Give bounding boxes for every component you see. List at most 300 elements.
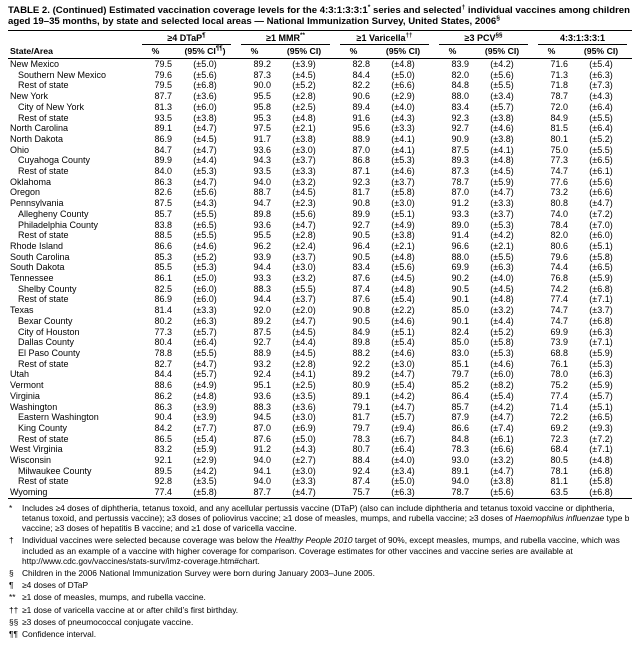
area-name: Rest of state bbox=[18, 294, 69, 305]
ci-value: (±5.6) bbox=[471, 487, 533, 498]
ci-value: (±5.4) bbox=[193, 433, 217, 444]
table-row bbox=[8, 348, 632, 359]
ci-value: (±7.2) bbox=[589, 433, 613, 444]
ci-value: (±5.4) bbox=[589, 59, 613, 69]
ci-value: (±3.9) bbox=[292, 59, 316, 69]
percent-value: 86.6 bbox=[154, 240, 172, 251]
ci-value: (±5.8) bbox=[490, 337, 514, 348]
percent-value: 80.1 bbox=[550, 133, 569, 144]
footnote-marker: §§ bbox=[9, 616, 19, 627]
percent-value: 74.7 bbox=[550, 305, 569, 316]
percent-value: 69.9 bbox=[451, 262, 470, 273]
column-group-header-4 bbox=[434, 31, 533, 46]
group-label-text: ≥4 DTaP bbox=[167, 33, 203, 43]
ci-value: (±4.2) bbox=[490, 401, 514, 412]
area-name: Eastern Washington bbox=[18, 412, 99, 423]
percent-value: 87.5 bbox=[253, 326, 271, 337]
ci-value: (±2.5) bbox=[292, 380, 316, 391]
ci-value: (±2.9) bbox=[391, 91, 415, 102]
column-group-label bbox=[241, 33, 330, 45]
table-row bbox=[8, 252, 632, 263]
percent-value: 89.9 bbox=[352, 208, 371, 219]
state-column-spacer bbox=[8, 31, 137, 46]
ci-value: (±4.7) bbox=[391, 401, 415, 412]
ci-value: (±3.8) bbox=[490, 133, 514, 144]
table-row bbox=[8, 198, 632, 209]
ci-value: (±3.8) bbox=[490, 476, 514, 487]
percent-value: 84.9 bbox=[550, 112, 569, 123]
percent-value: 77.3 bbox=[550, 155, 569, 166]
area-name: Tennessee bbox=[10, 273, 54, 284]
ci-value: (±7.1) bbox=[589, 294, 613, 305]
percent-value: 84.2 bbox=[154, 422, 172, 433]
percent-value: 88.2 bbox=[352, 347, 371, 358]
ci-value: (±4.0) bbox=[490, 273, 514, 284]
percent-value: 79.6 bbox=[154, 69, 172, 80]
area-name: Wisconsin bbox=[10, 455, 52, 466]
percent-value: 74.7 bbox=[550, 315, 569, 326]
table-row bbox=[8, 391, 632, 402]
footnote-marker: †† bbox=[9, 604, 19, 615]
percent-value: 80.4 bbox=[154, 337, 172, 348]
ci-value: (±6.8) bbox=[589, 315, 613, 326]
percent-value: 89.8 bbox=[352, 337, 371, 348]
percent-value: 78.7 bbox=[451, 176, 470, 187]
percent-value: 90.1 bbox=[451, 294, 470, 305]
percent-value: 94.5 bbox=[253, 412, 271, 423]
percent-value: 88.4 bbox=[352, 455, 371, 466]
table-row bbox=[8, 423, 632, 434]
area-name: Rest of state bbox=[18, 166, 69, 177]
superscript-marker: §§ bbox=[495, 32, 503, 39]
text-segment: (95% CI) bbox=[286, 46, 322, 56]
percent-value: 79.7 bbox=[451, 369, 470, 380]
ci-value: (±4.2) bbox=[391, 390, 415, 401]
text-segment: series and selected bbox=[370, 5, 462, 16]
percent-value: 84.8 bbox=[451, 433, 470, 444]
footnote-text bbox=[22, 592, 206, 602]
ci-value: (±5.1) bbox=[589, 240, 613, 251]
table-row bbox=[8, 380, 632, 391]
area-name: Utah bbox=[10, 369, 30, 380]
ci-value: (±6.3) bbox=[372, 487, 434, 498]
ci-header bbox=[174, 45, 236, 59]
percent-value: 81.4 bbox=[154, 305, 172, 316]
percent-value: 84.0 bbox=[154, 166, 172, 177]
ci-value: (±5.7) bbox=[193, 369, 217, 380]
ci-value: (±5.5) bbox=[193, 230, 217, 241]
percent-value: 86.6 bbox=[451, 422, 470, 433]
percent-value: 79.6 bbox=[550, 251, 569, 262]
area-name: Cuyahoga County bbox=[18, 155, 91, 166]
table-row bbox=[8, 59, 632, 70]
footnote-marker: § bbox=[9, 568, 14, 579]
ci-value: (±2.2) bbox=[391, 305, 415, 316]
percent-value: 96.2 bbox=[253, 240, 271, 251]
ci-value: (±4.8) bbox=[391, 283, 415, 294]
percent-value: 85.7 bbox=[154, 208, 172, 219]
table-row bbox=[8, 466, 632, 477]
percent-value: 90.5 bbox=[352, 315, 371, 326]
table-row bbox=[8, 220, 632, 231]
ci-value: (±4.9) bbox=[193, 380, 217, 391]
footnote bbox=[8, 617, 632, 627]
percent-value: 78.7 bbox=[434, 487, 471, 498]
percent-value: 73.2 bbox=[550, 187, 569, 198]
table-title bbox=[8, 5, 632, 27]
ci-value: (±4.2) bbox=[490, 59, 514, 69]
footnote-text bbox=[22, 605, 238, 615]
percent-value: 84.4 bbox=[154, 369, 172, 380]
column-group-header-5 bbox=[533, 31, 632, 46]
percent-value: 74.2 bbox=[550, 283, 569, 294]
area-name: Vermont bbox=[10, 380, 44, 391]
percent-value: 87.5 bbox=[451, 144, 470, 155]
ci-value: (±2.1) bbox=[292, 123, 316, 134]
ci-value: (±5.0) bbox=[391, 69, 415, 80]
percent-value: 88.0 bbox=[451, 91, 470, 102]
ci-value: (±4.8) bbox=[193, 390, 217, 401]
percent-value: 95.5 bbox=[253, 91, 271, 102]
ci-value: (±2.4) bbox=[292, 240, 316, 251]
percent-value: 75.0 bbox=[550, 144, 569, 155]
area-name: Rest of state bbox=[18, 476, 69, 487]
percent-value: 71.8 bbox=[550, 80, 569, 91]
percent-value: 87.7 bbox=[236, 487, 273, 498]
ci-value: (±5.0) bbox=[292, 433, 316, 444]
percent-value: 94.1 bbox=[253, 465, 271, 476]
ci-header bbox=[273, 45, 335, 59]
ci-value: (±4.5) bbox=[490, 283, 514, 294]
table-row bbox=[8, 134, 632, 145]
area-name: South Carolina bbox=[10, 251, 70, 262]
percent-value: 86.5 bbox=[154, 433, 172, 444]
column-group-header-1 bbox=[137, 31, 236, 46]
percent-value: 92.4 bbox=[253, 369, 271, 380]
percent-value: 77.4 bbox=[550, 390, 569, 401]
percent-value: 93.6 bbox=[253, 390, 271, 401]
ci-value: (±5.5) bbox=[193, 208, 217, 219]
percent-value: 92.3 bbox=[352, 176, 371, 187]
area-name: Rest of state bbox=[18, 80, 69, 91]
table-row bbox=[8, 91, 632, 102]
footnote-text bbox=[22, 503, 629, 533]
percent-value: 74.7 bbox=[550, 166, 569, 177]
percent-value: 95.5 bbox=[253, 230, 271, 241]
footnote-marker: ¶ bbox=[9, 580, 14, 591]
ci-value: (±4.2) bbox=[490, 230, 514, 241]
text-segment: (95% CI) bbox=[484, 46, 520, 56]
area-name: Oklahoma bbox=[10, 176, 52, 187]
text-segment: (95% CI bbox=[184, 46, 216, 56]
ci-value: (±2.7) bbox=[292, 455, 316, 466]
column-group-header-2 bbox=[236, 31, 335, 46]
footnote-marker: ¶¶ bbox=[9, 629, 18, 640]
ci-value: (±5.4) bbox=[490, 390, 514, 401]
ci-value: (±6.3) bbox=[589, 369, 613, 380]
ci-value: (±5.0) bbox=[193, 59, 217, 69]
percent-value: 78.8 bbox=[154, 347, 172, 358]
percent-value: 91.4 bbox=[451, 230, 470, 241]
percent-header: % bbox=[236, 45, 273, 59]
percent-value: 94.4 bbox=[253, 262, 271, 273]
area-name: Washington bbox=[10, 401, 58, 412]
text-segment: (95% CI) bbox=[583, 46, 619, 56]
table-body bbox=[8, 59, 632, 499]
percent-value: 87.5 bbox=[154, 198, 172, 209]
ci-value: (±2.9) bbox=[193, 455, 217, 466]
percent-value: 82.0 bbox=[451, 69, 470, 80]
percent-value: 86.1 bbox=[154, 273, 172, 284]
percent-value: 88.5 bbox=[154, 230, 172, 241]
percent-value: 81.3 bbox=[154, 101, 172, 112]
ci-value: (±3.8) bbox=[193, 112, 217, 123]
ci-value: (±3.0) bbox=[292, 144, 316, 155]
percent-value: 82.6 bbox=[154, 187, 172, 198]
header-sub-row bbox=[8, 45, 632, 59]
ci-header bbox=[471, 45, 533, 59]
percent-value: 83.9 bbox=[451, 59, 470, 69]
ci-value: (±3.5) bbox=[193, 476, 217, 487]
ci-value: (±6.7) bbox=[391, 433, 415, 444]
ci-value: (±5.4) bbox=[391, 337, 415, 348]
ci-value: (±4.7) bbox=[193, 123, 217, 134]
table-row bbox=[8, 369, 632, 380]
text-segment: Children in the 2006 National Immunization Survey were born during January 2003–June 2005. bbox=[22, 568, 375, 579]
ci-value: (±3.2) bbox=[490, 455, 514, 466]
table-row bbox=[8, 155, 632, 166]
ci-value: (±4.6) bbox=[391, 347, 415, 358]
percent-value: 80.2 bbox=[154, 315, 172, 326]
percent-value: 75.2 bbox=[550, 380, 569, 391]
ci-value: (±6.0) bbox=[193, 101, 217, 112]
percent-value: 80.6 bbox=[550, 240, 569, 251]
ci-value: (±4.4) bbox=[193, 155, 217, 166]
table-row bbox=[8, 166, 632, 177]
ci-value: (±4.6) bbox=[490, 123, 514, 134]
percent-value: 81.1 bbox=[550, 476, 569, 487]
percent-value: 94.0 bbox=[253, 455, 271, 466]
percent-value: 92.8 bbox=[154, 476, 172, 487]
area-name: Southern New Mexico bbox=[18, 69, 107, 80]
ci-value: (±5.2) bbox=[589, 133, 613, 144]
ci-value: (±4.7) bbox=[193, 176, 217, 187]
ci-value: (±4.0) bbox=[391, 101, 415, 112]
percent-value: 87.0 bbox=[352, 144, 371, 155]
percent-value: 93.0 bbox=[451, 455, 470, 466]
ci-value: (±5.3) bbox=[589, 358, 613, 369]
table-row bbox=[8, 402, 632, 413]
ci-value: (±5.6) bbox=[193, 69, 217, 80]
ci-value: (±5.6) bbox=[292, 208, 316, 219]
table-row bbox=[8, 187, 632, 198]
ci-value: (±5.8) bbox=[589, 251, 613, 262]
percent-value: 87.1 bbox=[352, 166, 371, 177]
area-name: New York bbox=[10, 91, 49, 102]
footnote bbox=[8, 568, 632, 578]
percent-value: 77.4 bbox=[137, 487, 174, 498]
ci-value: (±5.7) bbox=[193, 326, 217, 337]
ci-header bbox=[372, 45, 434, 59]
ci-value: (±4.6) bbox=[193, 240, 217, 251]
ci-value: (±6.8) bbox=[570, 487, 632, 498]
ci-value: (±5.5) bbox=[292, 283, 316, 294]
percent-value: 87.6 bbox=[253, 433, 271, 444]
percent-value: 90.5 bbox=[352, 251, 371, 262]
ci-value: (±6.5) bbox=[589, 412, 613, 423]
percent-header: % bbox=[335, 45, 372, 59]
percent-value: 86.8 bbox=[352, 155, 371, 166]
text-segment: ≥1 dose of measles, mumps, and rubella vaccine. bbox=[22, 592, 206, 603]
percent-value: 86.9 bbox=[154, 133, 172, 144]
ci-value: (±4.7) bbox=[292, 315, 316, 326]
coverage-table bbox=[8, 30, 632, 499]
ci-value: (±3.5) bbox=[292, 390, 316, 401]
percent-value: 68.8 bbox=[550, 347, 569, 358]
column-group-label bbox=[142, 33, 231, 45]
ci-value: (±4.8) bbox=[292, 112, 316, 123]
percent-value: 81.7 bbox=[352, 187, 371, 198]
footnote-text bbox=[22, 629, 96, 639]
ci-value: (±4.5) bbox=[292, 69, 316, 80]
percent-value: 92.7 bbox=[253, 337, 271, 348]
percent-value: 90.1 bbox=[451, 315, 470, 326]
area-name: North Carolina bbox=[10, 123, 69, 134]
percent-value: 90.2 bbox=[451, 273, 470, 284]
percent-value: 94.0 bbox=[253, 176, 271, 187]
area-name: Dallas County bbox=[18, 337, 75, 348]
area-name: New Mexico bbox=[10, 59, 60, 69]
ci-value: (±3.4) bbox=[490, 91, 514, 102]
percent-value: 82.2 bbox=[352, 80, 371, 91]
table-row bbox=[8, 444, 632, 455]
percent-value: 90.5 bbox=[451, 283, 470, 294]
percent-value: 89.1 bbox=[352, 390, 371, 401]
text-segment: individual vaccines among children aged 19–35 months, by state and selected local areas — National Immunization Survey, United States, 2006 bbox=[8, 5, 631, 27]
percent-value: 78.3 bbox=[352, 433, 371, 444]
percent-value: 76.1 bbox=[550, 358, 569, 369]
percent-header: % bbox=[137, 45, 174, 59]
percent-header: % bbox=[434, 45, 471, 59]
table-row bbox=[8, 241, 632, 252]
percent-value: 94.7 bbox=[253, 198, 271, 209]
header-groups-row bbox=[8, 31, 632, 46]
text-segment: (95% CI) bbox=[385, 46, 421, 56]
ci-value: (±3.6) bbox=[193, 91, 217, 102]
ci-value: (±3.7) bbox=[292, 294, 316, 305]
table-row bbox=[8, 327, 632, 338]
ci-value: (±3.6) bbox=[292, 401, 316, 412]
percent-value: 79.5 bbox=[154, 59, 172, 69]
ci-value: (±4.1) bbox=[490, 144, 514, 155]
ci-value: (±6.0) bbox=[193, 283, 217, 294]
percent-value: 77.6 bbox=[550, 176, 569, 187]
ci-value: (±3.8) bbox=[292, 133, 316, 144]
ci-value: (±4.3) bbox=[292, 444, 316, 455]
table-header bbox=[8, 31, 632, 59]
percent-value: 90.6 bbox=[352, 91, 371, 102]
area-name: Rest of state bbox=[18, 230, 69, 241]
ci-value: (±5.8) bbox=[589, 476, 613, 487]
area-name: Rhode Island bbox=[10, 240, 64, 251]
ci-value: (±5.3) bbox=[193, 262, 217, 273]
ci-value: (±4.6) bbox=[490, 358, 514, 369]
text-segment: target of 90%, except measles, mumps, and rubella vaccine, which was included as an example of a vaccine with higher coverage for comparison. Coverage estimates for other vaccines and vaccine series are available at http://www.cdc.gov/vaccines/stats-surv/imz-coverage.htm#chart. bbox=[22, 535, 620, 566]
area-name: El Paso County bbox=[18, 347, 81, 358]
footnote bbox=[8, 629, 632, 639]
ci-value: (±4.8) bbox=[391, 251, 415, 262]
area-name: King County bbox=[18, 422, 68, 433]
percent-value: 83.8 bbox=[154, 219, 172, 230]
percent-value: 74.0 bbox=[550, 208, 569, 219]
percent-value: 90.4 bbox=[154, 412, 172, 423]
percent-value: 94.0 bbox=[451, 476, 470, 487]
table-row bbox=[8, 113, 632, 124]
ci-value: (±4.7) bbox=[193, 144, 217, 155]
area-name: Ohio bbox=[10, 144, 30, 155]
percent-value: 92.2 bbox=[352, 358, 371, 369]
footnote-marker: * bbox=[9, 502, 13, 513]
ci-value: (±4.7) bbox=[193, 358, 217, 369]
area-name: Rest of state bbox=[18, 433, 69, 444]
percent-value: 93.5 bbox=[253, 166, 271, 177]
area-name: Bexar County bbox=[18, 315, 73, 326]
ci-value: (±3.3) bbox=[193, 305, 217, 316]
percent-value: 71.3 bbox=[550, 69, 569, 80]
ci-value: (±4.4) bbox=[292, 337, 316, 348]
ci-value: (±2.1) bbox=[391, 240, 415, 251]
percent-value: 90.0 bbox=[253, 80, 271, 91]
ci-value: (±4.5) bbox=[292, 347, 316, 358]
ci-value: (±4.6) bbox=[391, 315, 415, 326]
column-group-label bbox=[340, 33, 429, 45]
ci-value: (±5.9) bbox=[589, 347, 613, 358]
text-segment: ) bbox=[222, 46, 226, 56]
percent-value: 93.2 bbox=[253, 358, 271, 369]
ci-value: (±6.6) bbox=[391, 80, 415, 91]
ci-value: (±5.3) bbox=[391, 155, 415, 166]
ci-value: (±4.8) bbox=[490, 294, 514, 305]
ci-value: (±3.9) bbox=[193, 401, 217, 412]
table-row bbox=[8, 487, 632, 498]
ci-value: (±5.4) bbox=[391, 294, 415, 305]
ci-value: (±4.8) bbox=[490, 155, 514, 166]
area-name: Milwaukee County bbox=[18, 465, 92, 476]
ci-value: (±3.7) bbox=[391, 176, 415, 187]
percent-value: 63.5 bbox=[533, 487, 570, 498]
ci-value: (±4.3) bbox=[391, 112, 415, 123]
percent-value: 87.0 bbox=[451, 187, 470, 198]
text-segment: TABLE 2. (Continued) Estimated vaccination coverage levels for the 4:3:1:3:3:1 bbox=[8, 5, 368, 16]
percent-value: 88.7 bbox=[253, 187, 271, 198]
ci-value: (±5.9) bbox=[490, 176, 514, 187]
ci-value: (±3.3) bbox=[292, 476, 316, 487]
percent-value: 82.7 bbox=[154, 358, 172, 369]
text-segment: type b vaccine; ≥3 doses of hepatitis B vaccine; and ≥1 dose of varicella vaccine. bbox=[22, 513, 630, 534]
ci-value: (±4.5) bbox=[292, 187, 316, 198]
column-group-label bbox=[538, 33, 627, 45]
percent-value: 87.7 bbox=[154, 91, 172, 102]
percent-value: 81.5 bbox=[550, 123, 569, 134]
percent-value: 88.0 bbox=[451, 251, 470, 262]
percent-value: 87.6 bbox=[352, 294, 371, 305]
table-row bbox=[8, 145, 632, 156]
ci-header bbox=[570, 45, 632, 59]
ci-value: (±5.1) bbox=[391, 208, 415, 219]
table-row bbox=[8, 316, 632, 327]
ci-value: (±5.6) bbox=[589, 176, 613, 187]
superscript-marker: † bbox=[461, 3, 466, 11]
